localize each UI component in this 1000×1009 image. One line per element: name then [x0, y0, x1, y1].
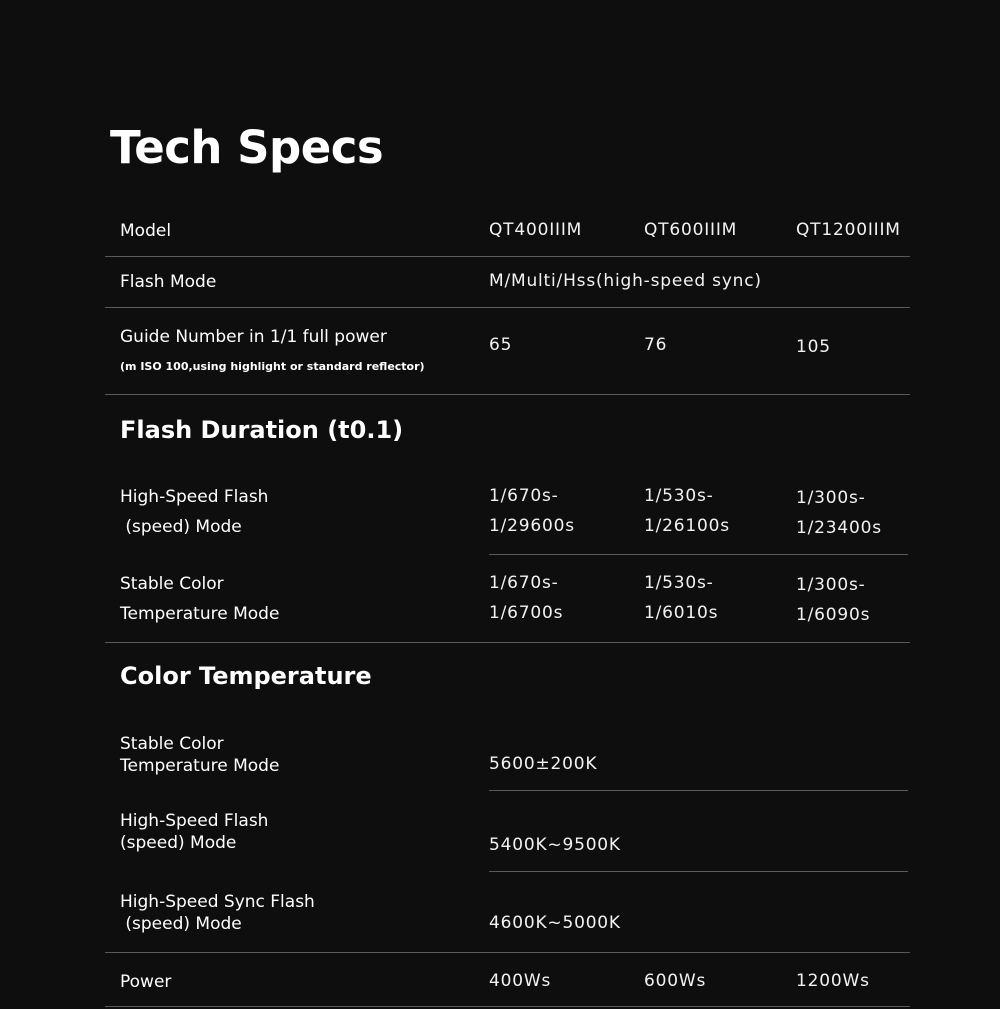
ct-hss-label-line2: (speed) Mode — [120, 914, 242, 934]
fd-high-speed-label-line2: (speed) Mode — [120, 517, 242, 537]
ct-hss-value: 4600K~5000K — [489, 913, 621, 933]
fd-high-speed-label-line1: High-Speed Flash — [120, 487, 269, 507]
row-divider — [489, 790, 908, 791]
row-divider — [105, 1006, 910, 1007]
power-qt1200: 1200Ws — [796, 971, 870, 991]
ct-stable-value: 5600±200K — [489, 754, 598, 774]
flash-mode-label: Flash Mode — [120, 272, 217, 292]
row-divider — [105, 307, 910, 308]
power-qt400: 400Ws — [489, 971, 552, 991]
fd-stable-qt1200-line1: 1/300s- — [796, 575, 866, 595]
row-divider — [489, 871, 908, 872]
fd-stable-qt600-line1: 1/530s- — [644, 573, 714, 593]
page-title: Tech Specs — [110, 121, 384, 174]
ct-stable-label-line2: Temperature Mode — [120, 756, 280, 776]
fd-high-speed-qt1200-line2: 1/23400s — [796, 518, 882, 538]
flash-duration-heading: Flash Duration (t0.1) — [120, 416, 404, 444]
power-label: Power — [120, 972, 172, 992]
fd-stable-label-line2: Temperature Mode — [120, 604, 280, 624]
model-value-qt400: QT400IIIM — [489, 220, 583, 240]
model-label: Model — [120, 221, 172, 241]
fd-high-speed-qt600-line2: 1/26100s — [644, 516, 730, 536]
fd-stable-label-line1: Stable Color — [120, 574, 224, 594]
ct-high-speed-label-line2: (speed) Mode — [120, 833, 237, 853]
color-temperature-heading: Color Temperature — [120, 662, 372, 690]
guide-number-label: Guide Number in 1/1 full power — [120, 327, 387, 347]
flash-mode-value: M/Multi/Hss(high-speed sync) — [489, 271, 762, 291]
row-divider — [489, 554, 908, 555]
row-divider — [105, 394, 910, 395]
ct-high-speed-label-line1: High-Speed Flash — [120, 811, 269, 831]
guide-number-qt400: 65 — [489, 335, 513, 355]
ct-stable-label-line1: Stable Color — [120, 734, 224, 754]
fd-stable-qt400-line2: 1/6700s — [489, 603, 564, 623]
power-qt600: 600Ws — [644, 971, 707, 991]
fd-stable-qt400-line1: 1/670s- — [489, 573, 559, 593]
model-value-qt1200: QT1200IIIM — [796, 220, 901, 240]
fd-stable-qt600-line2: 1/6010s — [644, 603, 719, 623]
ct-hss-label-line1: High-Speed Sync Flash — [120, 892, 315, 912]
row-divider — [105, 642, 910, 643]
ct-high-speed-value: 5400K~9500K — [489, 835, 621, 855]
guide-number-note: (m ISO 100,using highlight or standard reflector) — [120, 360, 425, 373]
fd-high-speed-qt600-line1: 1/530s- — [644, 486, 714, 506]
guide-number-qt600: 76 — [644, 335, 668, 355]
guide-number-qt1200: 105 — [796, 337, 831, 357]
row-divider — [105, 256, 910, 257]
row-divider — [105, 952, 910, 953]
fd-high-speed-qt400-line1: 1/670s- — [489, 486, 559, 506]
fd-stable-qt1200-line2: 1/6090s — [796, 605, 871, 625]
model-value-qt600: QT600IIIM — [644, 220, 738, 240]
fd-high-speed-qt1200-line1: 1/300s- — [796, 488, 866, 508]
fd-high-speed-qt400-line2: 1/29600s — [489, 516, 575, 536]
